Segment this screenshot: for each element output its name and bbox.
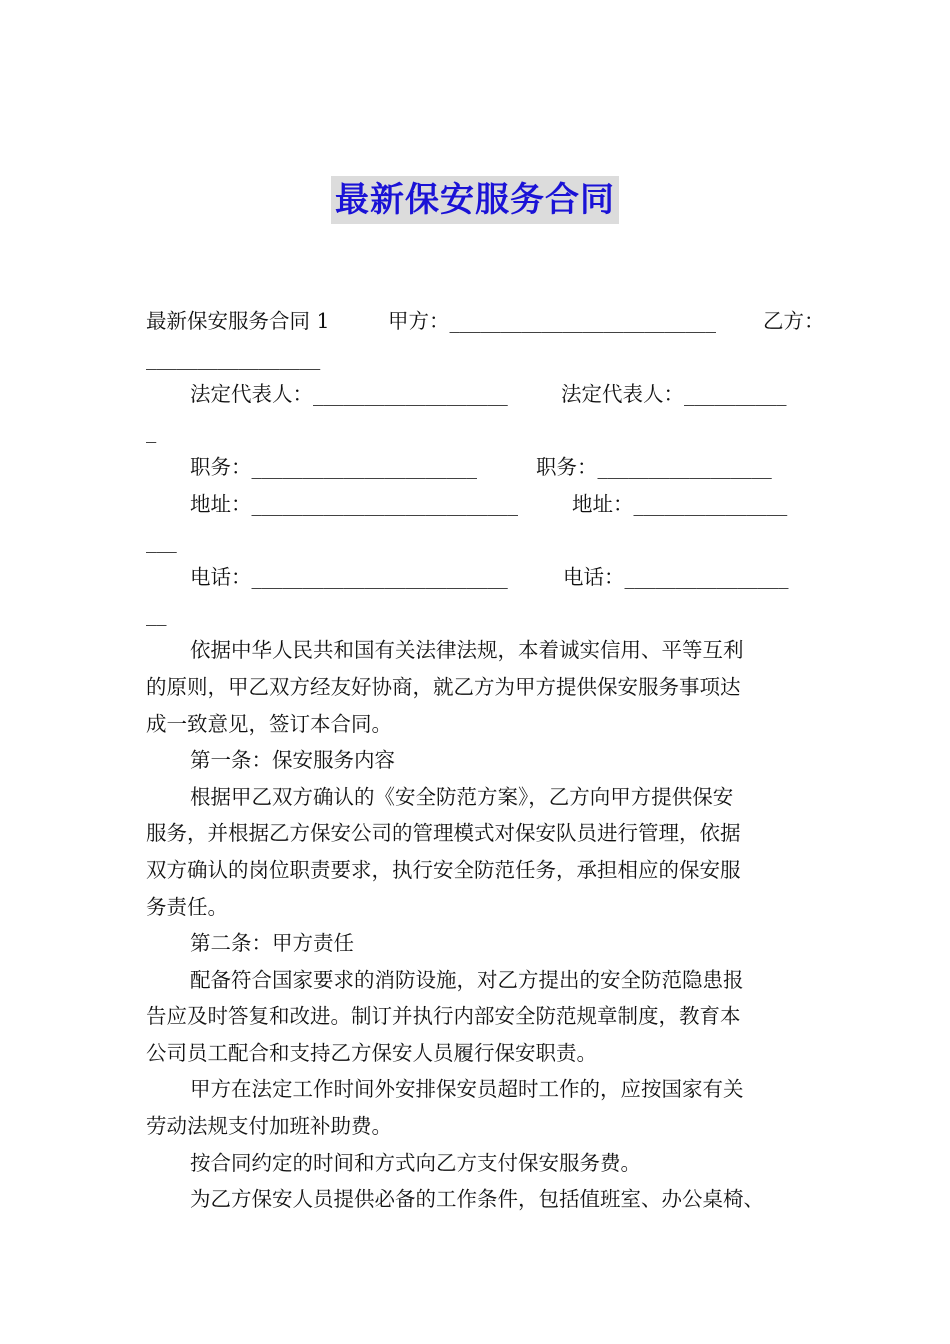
article-2-p1-line-1 xyxy=(146,962,826,999)
intro-text-3: 成一致意见，签订本合同。 xyxy=(146,711,392,736)
legal-rep-b-overflow: _ xyxy=(146,418,157,443)
address-line xyxy=(146,486,826,523)
legal-rep-line xyxy=(146,376,826,413)
party-b-label: 乙方： xyxy=(763,309,825,333)
article-2-p2-text-2: 劳动法规支付加班补助费。 xyxy=(146,1114,392,1139)
article-2-p2-line-1 xyxy=(146,1071,826,1108)
address-a: 地址：__________________________ xyxy=(190,491,518,516)
job-title-a: 职务：______________________ xyxy=(190,455,477,480)
article-2-heading-text: 第二条：甲方责任 xyxy=(190,931,354,956)
document-title-block xyxy=(0,176,950,230)
intro-text-2: 的原则，甲乙双方经友好协商，就乙方为甲方提供保安服务事项达 xyxy=(146,674,741,699)
article-1-line-2 xyxy=(146,815,826,852)
legal-rep-a: 法定代表人：___________________ xyxy=(190,382,508,407)
article-2-p1-line-2 xyxy=(146,998,826,1035)
phone-b: 电话：________________ xyxy=(563,565,789,590)
legal-rep-overflow-line xyxy=(146,413,826,450)
document-title: 最新保安服务合同 xyxy=(331,176,619,224)
intro-line-1 xyxy=(146,632,826,669)
article-2-p3-text-1: 按合同约定的时间和方式向乙方支付保安服务费。 xyxy=(190,1150,641,1175)
article-1-text-4: 务责任。 xyxy=(146,894,228,919)
job-title-line xyxy=(146,449,826,486)
intro-line-3 xyxy=(146,706,826,743)
party-b-blank: _________________ xyxy=(146,345,321,370)
article-2-p4-text-1: 为乙方保安人员提供必备的工作条件，包括值班室、办公桌椅、 xyxy=(190,1187,764,1212)
article-2-p1-text-3: 公司员工配合和支持乙方保安人员履行保安职责。 xyxy=(146,1040,597,1065)
article-1-text-3: 双方确认的岗位职责要求，执行安全防范任务，承担相应的保安服 xyxy=(146,857,741,882)
article-2-p2-line-2 xyxy=(146,1108,826,1145)
job-title-b: 职务：_________________ xyxy=(536,455,772,480)
article-2-p4-line-1 xyxy=(146,1181,826,1218)
phone-b-overflow: __ xyxy=(146,601,167,626)
intro-line-2 xyxy=(146,669,826,706)
article-1-heading-text: 第一条：保安服务内容 xyxy=(190,748,395,773)
phone-line xyxy=(146,559,826,596)
article-1-text-2: 服务，并根据乙方保安公司的管理模式对保安队员进行管理，依据 xyxy=(146,821,741,846)
article-2-heading xyxy=(146,925,826,962)
address-overflow-line xyxy=(146,523,826,560)
party-b-blank-line xyxy=(146,340,826,377)
article-2-p3-line-1 xyxy=(146,1145,826,1182)
article-1-line-1 xyxy=(146,779,826,816)
party-a-line: 甲方：__________________________ xyxy=(388,309,716,333)
article-2-p1-line-3 xyxy=(146,1035,826,1072)
contract-label: 最新保安服务合同 1 xyxy=(146,309,330,333)
article-1-line-3 xyxy=(146,852,826,889)
address-b-overflow: ___ xyxy=(146,528,177,553)
article-2-p1-text-2: 告应及时答复和改进。制订并执行内部安全防范规章制度，教育本 xyxy=(146,1004,741,1029)
intro-text-1: 依据中华人民共和国有关法律法规，本着诚实信用、平等互利 xyxy=(190,638,744,663)
phone-a: 电话：_________________________ xyxy=(190,565,508,590)
article-1-heading xyxy=(146,742,826,779)
phone-overflow-line xyxy=(146,596,826,633)
header-line xyxy=(146,303,826,340)
document-body xyxy=(146,303,826,1218)
article-1-text-1: 根据甲乙双方确认的《安全防范方案》，乙方向甲方提供保安 xyxy=(190,784,734,809)
article-2-p2-text-1: 甲方在法定工作时间外安排保安员超时工作的，应按国家有关 xyxy=(190,1077,744,1102)
legal-rep-b: 法定代表人：__________ xyxy=(561,382,787,407)
address-b: 地址：_______________ xyxy=(572,491,788,516)
article-2-p1-text-1: 配备符合国家要求的消防设施，对乙方提出的安全防范隐患报 xyxy=(190,967,744,992)
article-1-line-4 xyxy=(146,889,826,926)
